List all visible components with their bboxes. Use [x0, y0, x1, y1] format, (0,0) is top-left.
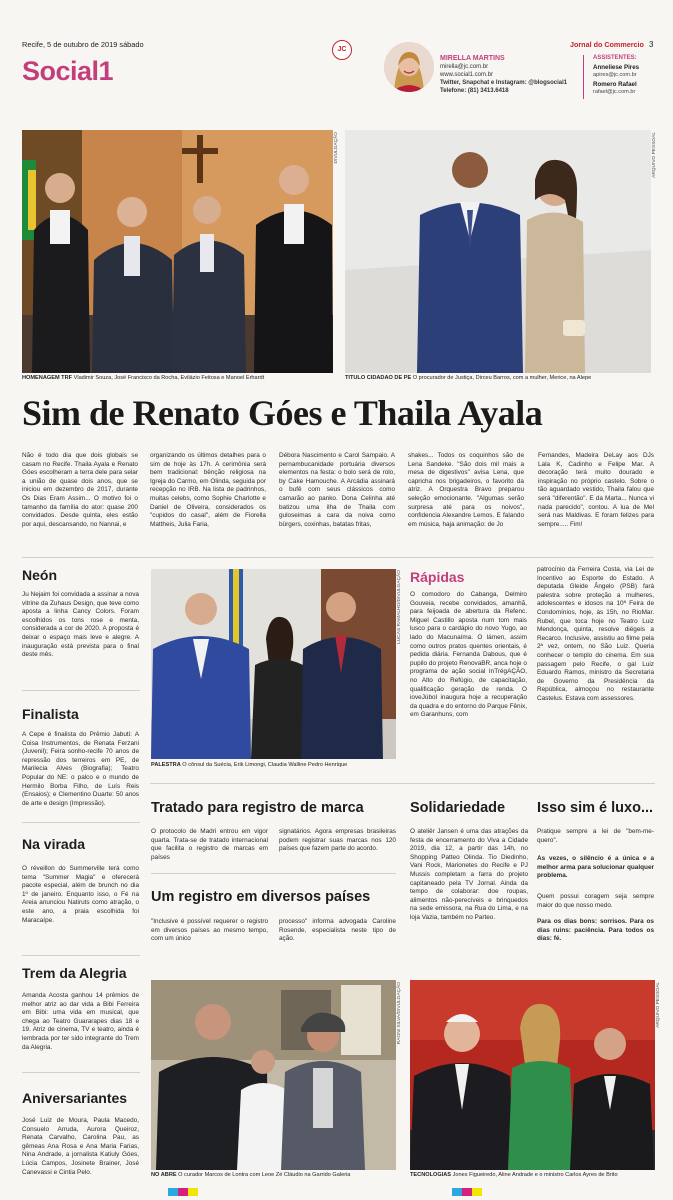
solidariedade-title: Solidariedade: [410, 800, 506, 816]
lead-col-5: Fernandes, Madeira DeLay aos DJs Lala K, Cadinho e Felipe Mar. A decoração terá muito dourado e inspiração no próprio castelo. Sobre o tão aguardado vestido, Thaila falou que será "diferentão". E da Marta... Nunca vi nada parecido", contou. A lua de Mel será nas Maldivas. E foram felizes para sempre..... Fim!: [538, 452, 654, 528]
lead-col-2: organizando os últimos detalhes para o sim de hoje às 17h. A cerimônia será bem tradicional: bênção religiosa na Igreja do Carmo, em Olinda, seguida por recepção no IRB. Na lista de padrinhos, muitas celebs, como Sophie Charlotte e Daniel de Oliveira, considerados os "cupidos do casal", além de Fiorella Mattheis, Julia Faria,: [150, 452, 266, 528]
caption-titulo-cidadao: [345, 375, 660, 382]
print-mark-cyan: [452, 1188, 462, 1196]
na-virada-title: Na virada: [22, 836, 86, 852]
neon-text: Ju Nejaim foi convidada a assinar a nova vitrine da Zuhaus Design, que teve como aposta a linha Cancy Colors. Foram escolhidos os tons rose e menta, considerada a cor de 2020. A proposta é deixar o espaço mais leve e alegre. A inauguração está prevista para o final deste mês.: [22, 591, 139, 659]
photo-credit-no-abre: RAONI SILVA/DIVULGAÇÃO: [397, 982, 402, 1045]
caption-label: HOMENAGEM TRF: [22, 375, 73, 381]
caption-label: TECNOLOGIAS: [410, 1172, 452, 1178]
print-mark-yellow: [472, 1188, 482, 1196]
columnist-avatar: [384, 42, 434, 92]
caption-text: O procurador de Justiça, Dirceu Barros, com a mulher, Merice, na Alepe: [412, 375, 592, 381]
photo-credit-palestra: LUCAS RAMALHO/DIVULGAÇÃO: [397, 570, 402, 644]
aniversariantes-text: José Luiz de Moura, Paula Macedo, Consuelo Arruda, Aurora Queiroz, Renata Carvalho, Carolina Pau, as gêmeas Ana Rosa e Ana Maria Farias, Nina Andrade, a jornalista Katiuly Góes, Lúcia Campos, Josinete Brainer, José Canevassi e Cintia Pelo.: [22, 1117, 139, 1176]
columnist-email[interactable]: mirella@jc.com.br: [440, 64, 489, 70]
caption-homenagem-trf: [22, 375, 340, 382]
caption-text: Jones Figueiredo, Aline Andrade e o ministro Carlos Ayres de Brito: [452, 1172, 618, 1178]
tratado-col-2: signatários. Agora empresas brasileiras podem registrar suas marcas nos 120 países que fazem parte do acordo.: [279, 828, 396, 853]
isso-sim-p3: Quem possui coragem seja sempre maior do que nosso medo.: [537, 893, 654, 909]
photo-titulo-cidadao: [345, 130, 651, 373]
rapidas-left: O comodoro do Cabanga, Delmiro Gouveia, recebe convidados, amanhã, para feijoada de abertura da Refenc. Miguel Castillo aposta num tom mais lusco para o cardápio do novo Yugo, ao lado do Macunaíma. O lámen, assim como outros pratos quentes orientais, é pedida diária. Fernanda Dabous, que é pupilo do projeto RenovaBR, anca hoje o programa de ação social InTrégAÇÃO, no Alto do Refúgio, de capacitação, qualificação geração de renda. O ioveJúbol inaugura hoje a recuperação da quadra e do entorno do Parque Fênix, em Garanhuns, com: [410, 591, 527, 719]
lead-headline: Sim de Renato Góes e Thaila Ayala: [22, 393, 543, 433]
assistants-label: ASSISTENTES:: [593, 55, 637, 61]
mid-divider: [150, 783, 655, 784]
solidariedade-text: O ateliêr Jansen é uma das atrações da festa de encerramento do Viva a Cidade 2019, dia 12, a partir das 14h, no Shopping Patteo Olinda. Tio Diedinho, Vani Rock, Marionetes do Recife e PJ Mussis completam a farra do projeto capitaneado pela TV Jornal. Ainda da tempo de colaborar: doe roupas, alimentos não-perecíveis e brinquedos na sede emissora, na Rua do Lima, e na loja Vazia, também no Parteo.: [410, 828, 528, 921]
print-mark-magenta: [178, 1188, 188, 1196]
lead-col-3: Débora Nascimento e Carol Sampaio. A pernambucanidade portuária diversos elementos na festa: o bolo será de rolo, by Cake Hamouche. A Arcádia assinará o bufê com seus clássicos como camarão ao panko. Dona Celinha até batizou uma ilha de Thaila com guloseimas a cara da noiva como bûrgers, coxinhas, batatas fritas,: [279, 452, 395, 528]
finalista-title: Finalista: [22, 706, 79, 722]
column-name: Social1: [22, 56, 114, 86]
sidebar-divider: [22, 690, 140, 691]
photo-credit-cidadao: ARQUIVO PESSOAL: [652, 132, 657, 178]
jc-logo: JC: [332, 40, 352, 60]
caption-label: TÍTULO CIDADÃO DE PE: [345, 375, 412, 381]
sidebar-divider: [22, 955, 140, 956]
lead-col-4: shakes... Todos os coquinhos são de Lena Sandeke. "São dois mil mais a mesa de digestivos" avisa Lena, que capricha nos brigadeiros, o favorito da atriz. A Orquestra Bravo preparou seleção emocionante. "Algumas serão surpresa até para os noivos", confidencia Alexandre Lemos. E falando em música, haja animação: de Jo: [408, 452, 524, 528]
assistant2-email[interactable]: rafael@jc.com.br: [593, 89, 636, 95]
print-mark-magenta: [462, 1188, 472, 1196]
isso-sim-p2: Às vezes, o silêncio é a única e a melhor arma para solucionar qualquer problema.: [537, 855, 654, 880]
registro-title: Um registro em diversos países: [151, 889, 371, 905]
lead-col-1: Não é todo dia que dois globais se casam no Recife. Thaila Ayala e Renato Góes escolheram a terra dele para selar a união de quase dois anos, que se iniciou em dezembro de 2017, durante Os Dias Eram Assim... O motivo foi o tamanho da família do ator: quase 200 convidados. Desde quinta, eles estão por aqui, descansando, no Nannai, e: [22, 452, 138, 528]
print-mark-yellow: [188, 1188, 198, 1196]
rapidas-right: patrocínio da Ferreira Costa, via Lei de Incentivo ao Esporte do Estado. A deputada Gleide Ângelo (PSB) fará palestra sobre proteção a mulheres, adolescentes e idosos na 10ª Feira de Condomínios, hoje, às 15h, no RioMar. Rubel, que toca hoje no Teatro Luiz Mendonça, quinta, resolve diégeis a Recarco. Inclusive, assistiu ao filme pela 2ª vez, ontem, no São Luiz. Queria conhecer o templo do cinema. Em sua passagem pelo Recife, o gal Luiz Eduardo Ramos, ministro da Secretaria de Governo da Presidência da República, almoçou no restaurante Castelus. Estava com assessores.: [537, 566, 654, 702]
columnist-phone: Telefone: (81) 3413.6418: [440, 88, 509, 94]
page-number: 3: [649, 40, 654, 49]
photo-no-abre: [151, 980, 396, 1170]
finalista-text: A Cepe é finalista do Prêmio Jabuti: A Coisa Instrumentos, de Renata Ferzani (Juvenil); Feira sonho-recife 70 anos de repressão dos terreiros em PE, de Marilecia Alves (Biografia); Teatro Popular do NE: o palco e o mundo de Hermilo Borba Filho, de Luís Reis (Ensaios); e Clementino Duarte: 50 anos de arte e design (Impressão).: [22, 731, 139, 807]
caption-label: PALESTRA: [151, 762, 181, 768]
trem-text: Amanda Acosta ganhou 14 prêmios de melhor atriz ao dar vida a Bibi Ferreira em Bibi: uma vida em musical, que chega ao Teatro Guararapes dias 18 e 19. Atriz de cinema, TV e teatro, ainda é lembrada por ter sido integrante do Trem da Alegria.: [22, 992, 139, 1051]
caption-palestra: [151, 762, 401, 769]
caption-text: O cônsul da Suécia, Erik Limongi, Claudia Walline Pedro Henrique: [182, 762, 348, 768]
columnist-name: MIRELLA MARTINS: [440, 55, 505, 62]
aniversariantes-title: Aniversariantes: [22, 1090, 128, 1106]
print-mark-cyan: [168, 1188, 178, 1196]
rapidas-title: Rápidas: [410, 569, 465, 585]
columnist-site[interactable]: www.social1.com.br: [440, 72, 494, 78]
photo-palestra: [151, 569, 396, 759]
header-divider: [583, 55, 584, 99]
photo-credit-tecnologias: ARQUIVO PESSOAL: [656, 982, 661, 1028]
tratado-divider: [151, 873, 396, 874]
isso-sim-p4: Para os dias bons: sorrisos. Para os dias ruins: paciência. Para todos os dias: fé.: [537, 918, 654, 943]
photo-homenagem-trf: [22, 130, 333, 373]
assistant1-email[interactable]: apires@jc.com.br: [593, 72, 637, 78]
lead-divider: [22, 557, 654, 558]
neon-title: Neón: [22, 567, 57, 583]
assistant2-name: Romero Rafael: [593, 81, 637, 88]
caption-text: Vladimir Souza, José Francisco da Rocha, Evilázio Feitosa e Manoel Erhardt: [73, 375, 265, 381]
tratado-title: Tratado para registro de marca: [151, 800, 364, 816]
caption-text: O curador Marcos de Lontra com Leoe Zé Cláudio na Garrido Galeria: [178, 1172, 351, 1178]
photo-tecnologias: [410, 980, 655, 1170]
isso-sim-title: Isso sim é luxo...: [537, 800, 654, 816]
na-virada-text: O réveillon do Summerville terá como tema "Summer Magia" e oferecerá pacote especial, além de brunch no dia 1º de janeiro. Enquanto isso, o Fé na Areia anunciou Natiruts como atração, o este ano, a praia escolhida foi Maracaípe.: [22, 865, 139, 924]
photo-credit-trf: DIVULGAÇÃO: [334, 132, 339, 164]
sidebar-divider: [22, 1072, 140, 1073]
caption-tecnologias: [410, 1172, 665, 1179]
registro-col-2: processo" informa advogada Caroline Rosende, especialista neste tipo de ação.: [279, 918, 396, 943]
registro-col-1: "Inclusive é possível requerer o registro em diversos países ao mesmo tempo, com um único: [151, 918, 268, 943]
trem-title: Trem da Alegria: [22, 965, 127, 981]
dateline: Recife, 5 de outubro de 2019 sábado: [22, 40, 144, 49]
paper-name: Jornal do Commercio: [570, 40, 644, 49]
caption-no-abre: [151, 1172, 401, 1179]
assistant1-name: Anneliese Pires: [593, 64, 640, 71]
sidebar-divider: [22, 822, 140, 823]
tratado-col-1: O protocolo de Madri entrou em vigor quarta. Trata-se de tratado internacional que facilita o registro de marcas em países: [151, 828, 268, 861]
columnist-social: Twitter, Snapchat e Instagram: @blogsocial1: [440, 80, 568, 86]
caption-label: NO ABRE: [151, 1172, 177, 1178]
isso-sim-p1: Pratique sempre a lei de "bem-me-quero".: [537, 828, 654, 844]
